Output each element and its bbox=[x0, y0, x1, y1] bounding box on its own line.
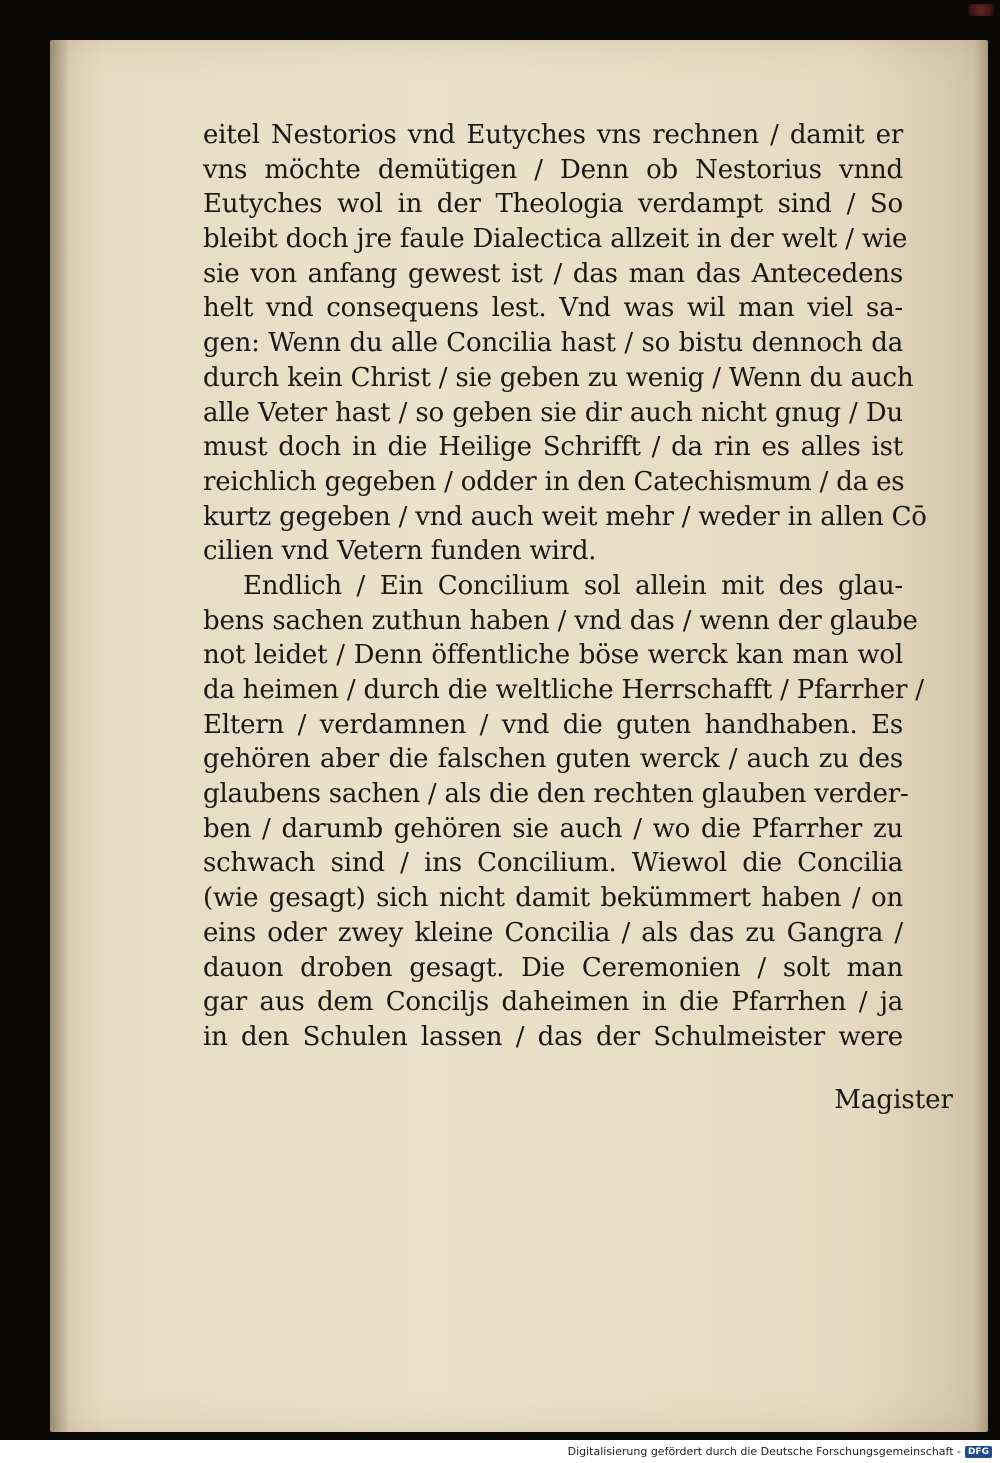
catchword: Magister bbox=[834, 1085, 953, 1115]
text-line: Eutyches wol in der Theologia verdampt sind / So bbox=[203, 189, 903, 220]
text-line: eitel Nestorios vnd Eutyches vns rechnen / damit er bbox=[203, 120, 903, 150]
text-line: schwach sind / ins Concilium. Wiewol die Concilia bbox=[203, 848, 903, 879]
page-text bbox=[203, 118, 927, 1055]
text-line: in den Schulen lassen / das der Schulmeister were bbox=[203, 1021, 903, 1052]
text-line: cilien vnd Vetern funden wird. bbox=[203, 536, 597, 567]
text-line: gar aus dem Conciljs daheimen in die Pfarrhen / ja bbox=[203, 987, 903, 1018]
footer-credit-text: Digitalisierung gefördert durch die Deutsche Forschungsgemeinschaft - bbox=[567, 1445, 961, 1458]
dfg-logo: DFG bbox=[965, 1446, 992, 1458]
text-line: helt vnd consequens lest. Vnd was wil man viel sa- bbox=[203, 293, 903, 324]
page-gutter-shadow bbox=[50, 40, 70, 1432]
text-line: da heimen / durch die weltliche Herrschafft / Pfarrher / bbox=[203, 675, 924, 705]
text-line: durch kein Christ / sie geben zu wenig / Wenn du auch bbox=[203, 362, 914, 393]
text-line: glaubens sachen / als die den rechten glauben verder- bbox=[203, 779, 909, 810]
text-line: Endlich / Ein Concilium sol allein mit des glau- bbox=[243, 570, 903, 601]
corner-mark bbox=[968, 4, 994, 16]
footer-credit-bar bbox=[0, 1440, 1000, 1463]
text-line: sie von anfang gewest ist / das man das Antecedens bbox=[203, 258, 903, 289]
text-line: dauon droben gesagt. Die Ceremonien / solt man bbox=[203, 952, 903, 983]
text-line: not leidet / Denn öffentliche böse werck kan man wol bbox=[203, 640, 903, 671]
text-line: must doch in die Heilige Schrifft / da rin es alles ist bbox=[203, 432, 903, 463]
text-line: kurtz gegeben / vnd auch weit mehr / weder in allen Cō bbox=[203, 501, 927, 532]
text-line: vns möchte demütigen / Denn ob Nestorius vnnd bbox=[203, 154, 903, 185]
text-line: bleibt doch jre faule Dialectica allzeit in der welt / wie bbox=[203, 224, 908, 255]
text-line: (wie gesagt) sich nicht damit bekümmert haben / on bbox=[203, 883, 903, 914]
text-line: Eltern / verdamnen / vnd die guten handhaben. Es bbox=[203, 709, 903, 740]
text-line: ben / darumb gehören sie auch / wo die Pfarrher zu bbox=[203, 813, 903, 844]
text-line: alle Veter hast / so geben sie dir auch nicht gnug / Du bbox=[203, 397, 903, 428]
text-line: gen: Wenn du alle Concilia hast / so bistu dennoch da bbox=[203, 328, 903, 359]
page-edge-shadow bbox=[974, 40, 988, 1432]
text-line: bens sachen zuthun haben / vnd das / wenn der glaube bbox=[203, 605, 918, 636]
text-line: gehören aber die falschen guten werck / auch zu des bbox=[203, 744, 903, 775]
text-line: eins oder zwey kleine Concilia / als das zu Gangra / bbox=[203, 917, 903, 948]
text-line: reichlich gegeben / odder in den Catechismum / da es bbox=[203, 466, 905, 497]
